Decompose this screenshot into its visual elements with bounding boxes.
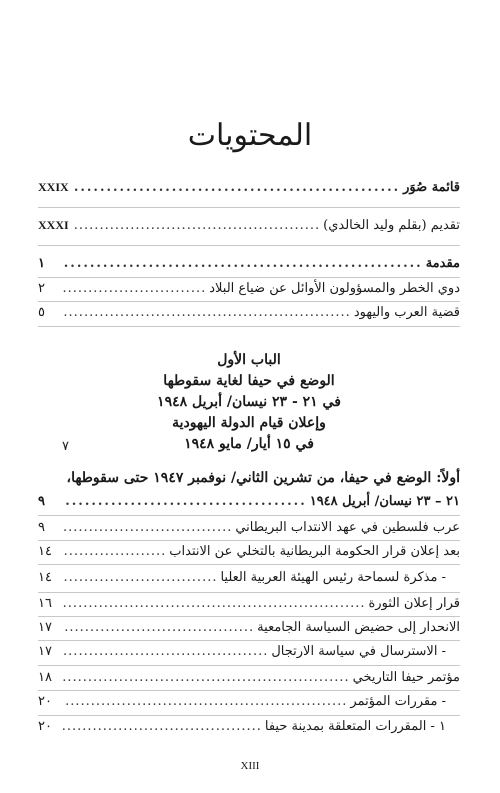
row-divider (38, 207, 460, 208)
toc-dot-leader (63, 644, 268, 659)
toc-dot-leader (63, 305, 351, 320)
part-heading-line: في ١٥ أيار/ مايو ١٩٤٨ (184, 436, 314, 452)
toc-entry-page: ٢٠ (38, 694, 52, 709)
row-divider (38, 515, 460, 516)
toc-entry[interactable] (38, 596, 460, 611)
toc-entry-text: - الاسترسال في سياسة الارتجال (271, 644, 446, 659)
page-title: المحتويات (187, 118, 313, 153)
toc-dot-leader (72, 180, 400, 195)
page-number-footer: XIII (240, 760, 260, 772)
toc-dot-leader (63, 544, 166, 559)
row-divider (38, 540, 460, 541)
toc-entry[interactable] (38, 570, 460, 585)
toc-entry-danger[interactable] (38, 281, 460, 296)
toc-dot-leader (63, 620, 254, 635)
toc-entry-text: مؤتمر حيفا التاريخي (352, 670, 460, 685)
row-divider (38, 616, 460, 617)
toc-entry-text: مقدمة (425, 256, 460, 271)
toc-dot-leader (63, 494, 307, 509)
toc-entry[interactable] (38, 520, 460, 535)
toc-entry-text: دوي الخطر والمسؤولون الأوائل عن ضياع البلاد (209, 281, 460, 296)
toc-dot-leader (63, 256, 423, 271)
toc-entry-page: ٢٠ (38, 719, 52, 734)
part-heading-line: الوضع في حيفا لغاية سقوطها (163, 373, 335, 389)
toc-entry-page: ٩ (38, 520, 45, 535)
part-page-number: ٧ (62, 439, 69, 454)
toc-dot-leader (63, 570, 217, 585)
toc-entry-page: ١٨ (38, 670, 52, 685)
toc-dot-leader (63, 719, 262, 734)
toc-entry-page: ٩ (38, 494, 45, 509)
toc-entry[interactable] (38, 670, 460, 685)
row-divider (38, 592, 460, 593)
toc-entry-text: ١ - المقررات المتعلقة بمدينة حيفا (264, 719, 446, 734)
toc-entry-text: تقديم (بقلم وليد الخالدي) (323, 218, 460, 233)
section-heading: أولاً: الوضع في حيفا، من تشرين الثاني/ نوفمبر ١٩٤٧ حتى سقوطها، (66, 470, 460, 486)
toc-entry-text: قضية العرب واليهود (353, 305, 460, 320)
toc-dot-leader (63, 694, 347, 709)
toc-entry-page: ١٧ (38, 644, 52, 659)
toc-entry-page: ١٦ (38, 596, 52, 611)
part-heading-line: الباب الأول (217, 352, 281, 368)
toc-dot-leader (63, 520, 232, 535)
toc-entry[interactable] (38, 644, 460, 659)
toc-entry-introduction[interactable] (38, 256, 460, 271)
toc-dot-leader (72, 218, 320, 233)
toc-entry-page: ٥ (38, 305, 45, 320)
toc-entry[interactable] (38, 544, 460, 559)
toc-entry-text: ٢١ – ٢٣ نيسان/ أبريل ١٩٤٨ (309, 494, 460, 509)
toc-dot-leader (63, 670, 350, 685)
toc-entry-text: الانحدار إلى حضيض السياسة الجامعية (257, 620, 460, 635)
toc-entry-text: بعد إعلان قرار الحكومة البريطانية بالتخلي عن الانتداب (169, 544, 460, 559)
row-divider (38, 245, 460, 246)
toc-dot-leader (63, 596, 365, 611)
toc-entry-text: قائمة صُوَر (403, 180, 460, 195)
toc-entry-section-dates[interactable] (38, 494, 460, 509)
row-divider (38, 277, 460, 278)
toc-entry-page: XXXI (38, 218, 69, 232)
row-divider (38, 326, 460, 327)
toc-entry[interactable] (38, 719, 460, 734)
toc-entry-page: XXIX (38, 180, 69, 194)
toc-entry-arabs-jews[interactable] (38, 305, 460, 320)
toc-entry-page: ١٤ (38, 544, 52, 559)
toc-entry-text: - مذكرة لسماحة رئيس الهيئة العربية العليا (220, 570, 446, 585)
toc-entry-foreword[interactable] (38, 218, 460, 233)
toc-entry-text: عرب فلسطين في عهد الانتداب البريطاني (235, 520, 460, 535)
toc-entry-list-of-images[interactable] (38, 180, 460, 195)
part-heading-line: وإعلان قيام الدولة اليهودية (172, 415, 326, 431)
toc-entry-page: ١ (38, 256, 45, 271)
toc-entry-page: ٢ (38, 281, 45, 296)
row-divider (38, 301, 460, 302)
part-heading-line: في ٢١ - ٢٣ نيسان/ أبريل ١٩٤٨ (157, 394, 341, 410)
toc-entry-text: قرار إعلان الثورة (368, 596, 460, 611)
row-divider (38, 564, 460, 565)
toc-entry[interactable] (38, 620, 460, 635)
row-divider (38, 665, 460, 666)
row-divider (38, 715, 460, 716)
toc-entry-text: - مقررات المؤتمر (350, 694, 446, 709)
toc-entry[interactable] (38, 694, 460, 709)
row-divider (38, 640, 460, 641)
toc-entry-page: ١٧ (38, 620, 52, 635)
row-divider (38, 690, 460, 691)
toc-dot-leader (63, 281, 206, 296)
toc-entry-page: ١٤ (38, 570, 52, 585)
